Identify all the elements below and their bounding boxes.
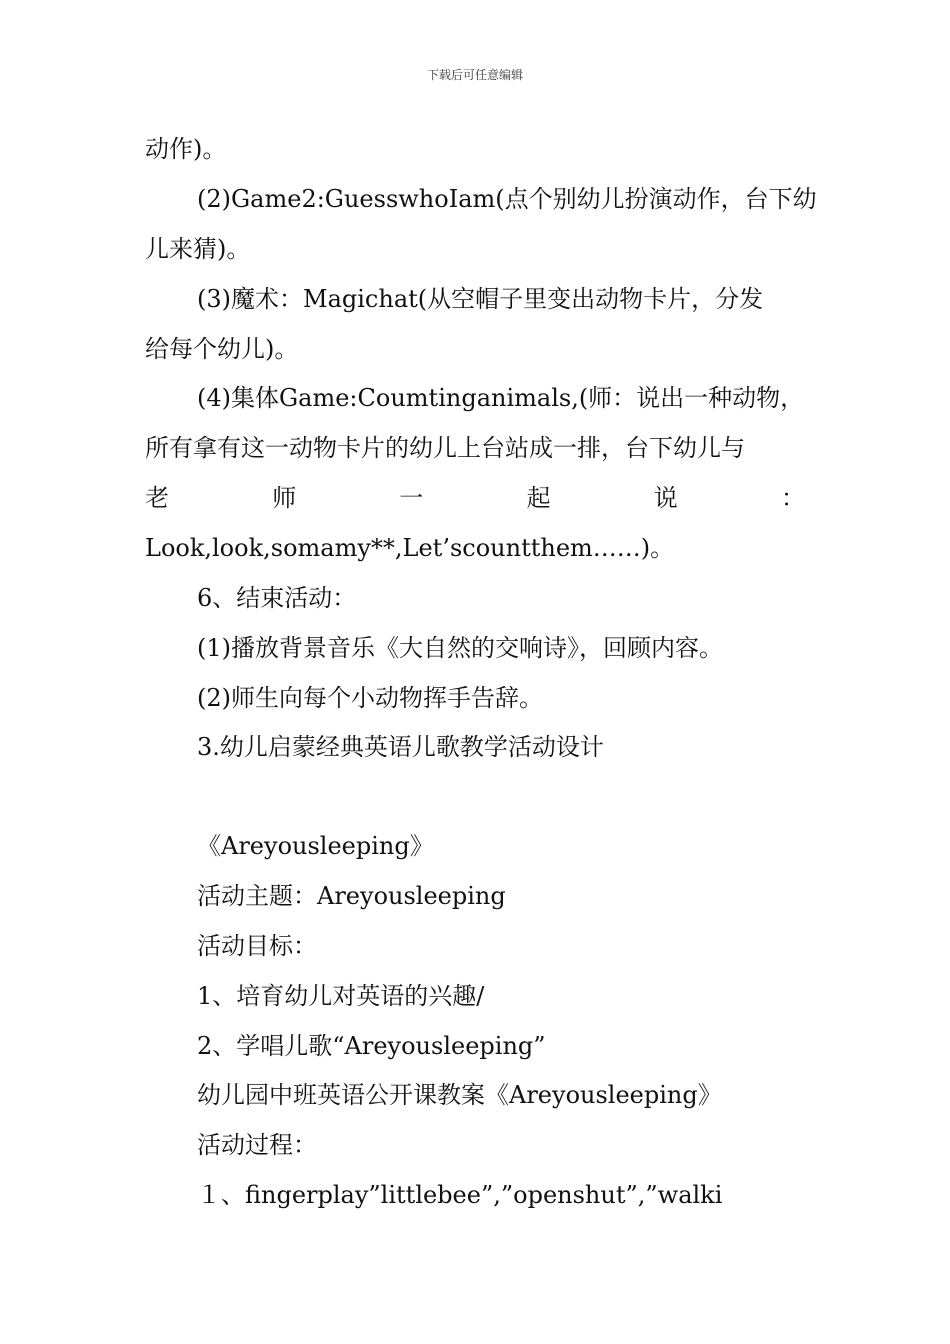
text-line: Look,look,somamy**,Let’scountthem……)。 [145, 534, 675, 562]
text-line: 幼儿园中班英语公开课教案《Areyousleeping》 [197, 1081, 722, 1109]
section-heading: 3.幼儿启蒙经典英语儿歌教学活动设计 [197, 733, 604, 761]
text-line: 活动主题：Areyousleeping [197, 882, 506, 910]
text-line: 1、培育幼儿对英语的兴趣/ [197, 982, 485, 1010]
text-line: 所有拿有这一动物卡片的幼儿上台站成一排，台下幼儿与 [145, 434, 745, 462]
text-line: １、fingerplay”littlebee”,”openshut”,”walki [197, 1181, 723, 1209]
section-heading: 6、结束活动： [197, 584, 357, 612]
text-line: 给每个幼儿)。 [145, 335, 299, 363]
justified-char: 一 [399, 484, 424, 512]
justified-char: 老 [145, 484, 169, 512]
text-line: 动作)。 [145, 135, 227, 163]
text-line: 活动目标： [197, 932, 317, 960]
text-line: (4)集体Game:Coumtinganimals,(师：说出一种动物， [197, 384, 805, 412]
justified-char: 起 [526, 484, 551, 512]
song-title: 《Areyousleeping》 [197, 832, 434, 860]
text-line: (1)播放背景音乐《大自然的交响诗》，回顾内容。 [197, 634, 723, 662]
justified-line [145, 481, 805, 515]
justified-char: 说 [653, 484, 678, 512]
text-line: 儿来猜)。 [145, 235, 251, 263]
text-line: 活动过程： [197, 1131, 317, 1159]
text-line: (2)师生向每个小动物挥手告辞。 [197, 684, 543, 712]
text-line: (3)魔术：Magichat(从空帽子里变出动物卡片，分发 [197, 285, 764, 313]
page-header: 下载后可任意编辑 [426, 68, 523, 82]
text-line: 2、学唱儿歌“Areyousleeping” [197, 1032, 546, 1060]
text-line: (2)Game2:GuesswhoIam(点个别幼儿扮演动作，台下幼 [197, 185, 817, 213]
justified-char: 师 [272, 484, 297, 512]
justified-char: ： [780, 484, 805, 512]
